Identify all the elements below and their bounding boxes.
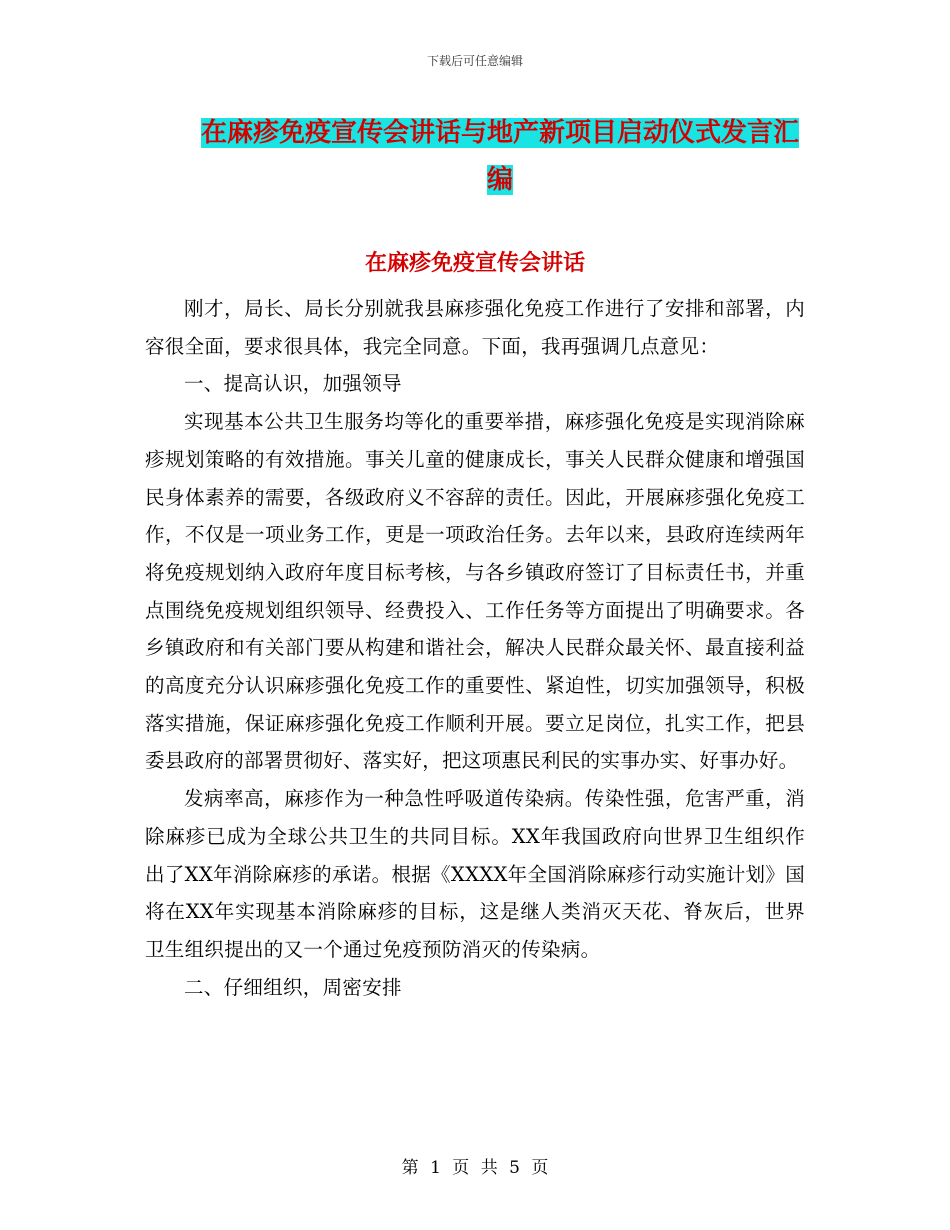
paragraph: 刚才，局长、局长分别就我县麻疹强化免疫工作进行了安排和部署，内容很全面，要求很具体，我完全同意。下面，我再强调几点意见： xyxy=(145,297,805,358)
section-heading: 二、仔细组织，周密安排 xyxy=(184,975,402,999)
section-heading: 一、提高认识，加强领导 xyxy=(184,372,402,396)
main-title-text: 在麻疹免疫宣传会讲话与地产新项目启动仪式发言汇编 xyxy=(200,118,799,195)
paragraph: 实现基本公共卫生服务均等化的重要举措，麻疹强化免疫是实现消除麻疹规划策略的有效措施。事关儿童的健康成长，事关人民群众健康和增强国民身体素养的需要，各级政府义不容辞的责任。因此，开展麻疹强化免疫工作，不仅是一项业务工作，更是一项政治任务。去年以来，县政府连续两年将免疫规划纳入政府年度目标考核，与各乡镇政府签订了目标责任书，并重点围绕免疫规划组织领导、经费投入、工作任务等方面提出了明确要求。各乡镇政府和有关部门要从构建和谐社会，解决人民群众最关怀、最直接利益的高度充分认识麻疹强化免疫工作的重要性、紧迫性，切实加强领导，积极落实措施，保证麻疹强化免疫工作顺利开展。要立足岗位，扎实工作，把县委县政府的部署贯彻好、落实好，把这项惠民利民的实事办实、好事办好。 xyxy=(145,410,805,773)
document-main-title xyxy=(195,110,805,204)
paragraph: 发病率高，麻疹作为一种急性呼吸道传染病。传染性强，危害严重，消除麻疹已成为全球公共卫生的共同目标。XX年我国政府向世界卫生组织作出了XX年消除麻疹的承诺。根据《XXXX年全国消除麻疹行动实施计划》国将在XX年实现基本消除麻疹的目标，这是继人类消灭天花、脊灰后，世界卫生组织提出的又一个通过免疫预防消灭的传染病。 xyxy=(145,787,805,961)
document-sub-title: 在麻疹免疫宣传会讲话 xyxy=(364,250,585,276)
header-note: 下载后可任意编辑 xyxy=(426,54,523,68)
document-body xyxy=(145,290,805,1006)
page-footer: 第 1 页 共 5 页 xyxy=(401,1158,549,1178)
